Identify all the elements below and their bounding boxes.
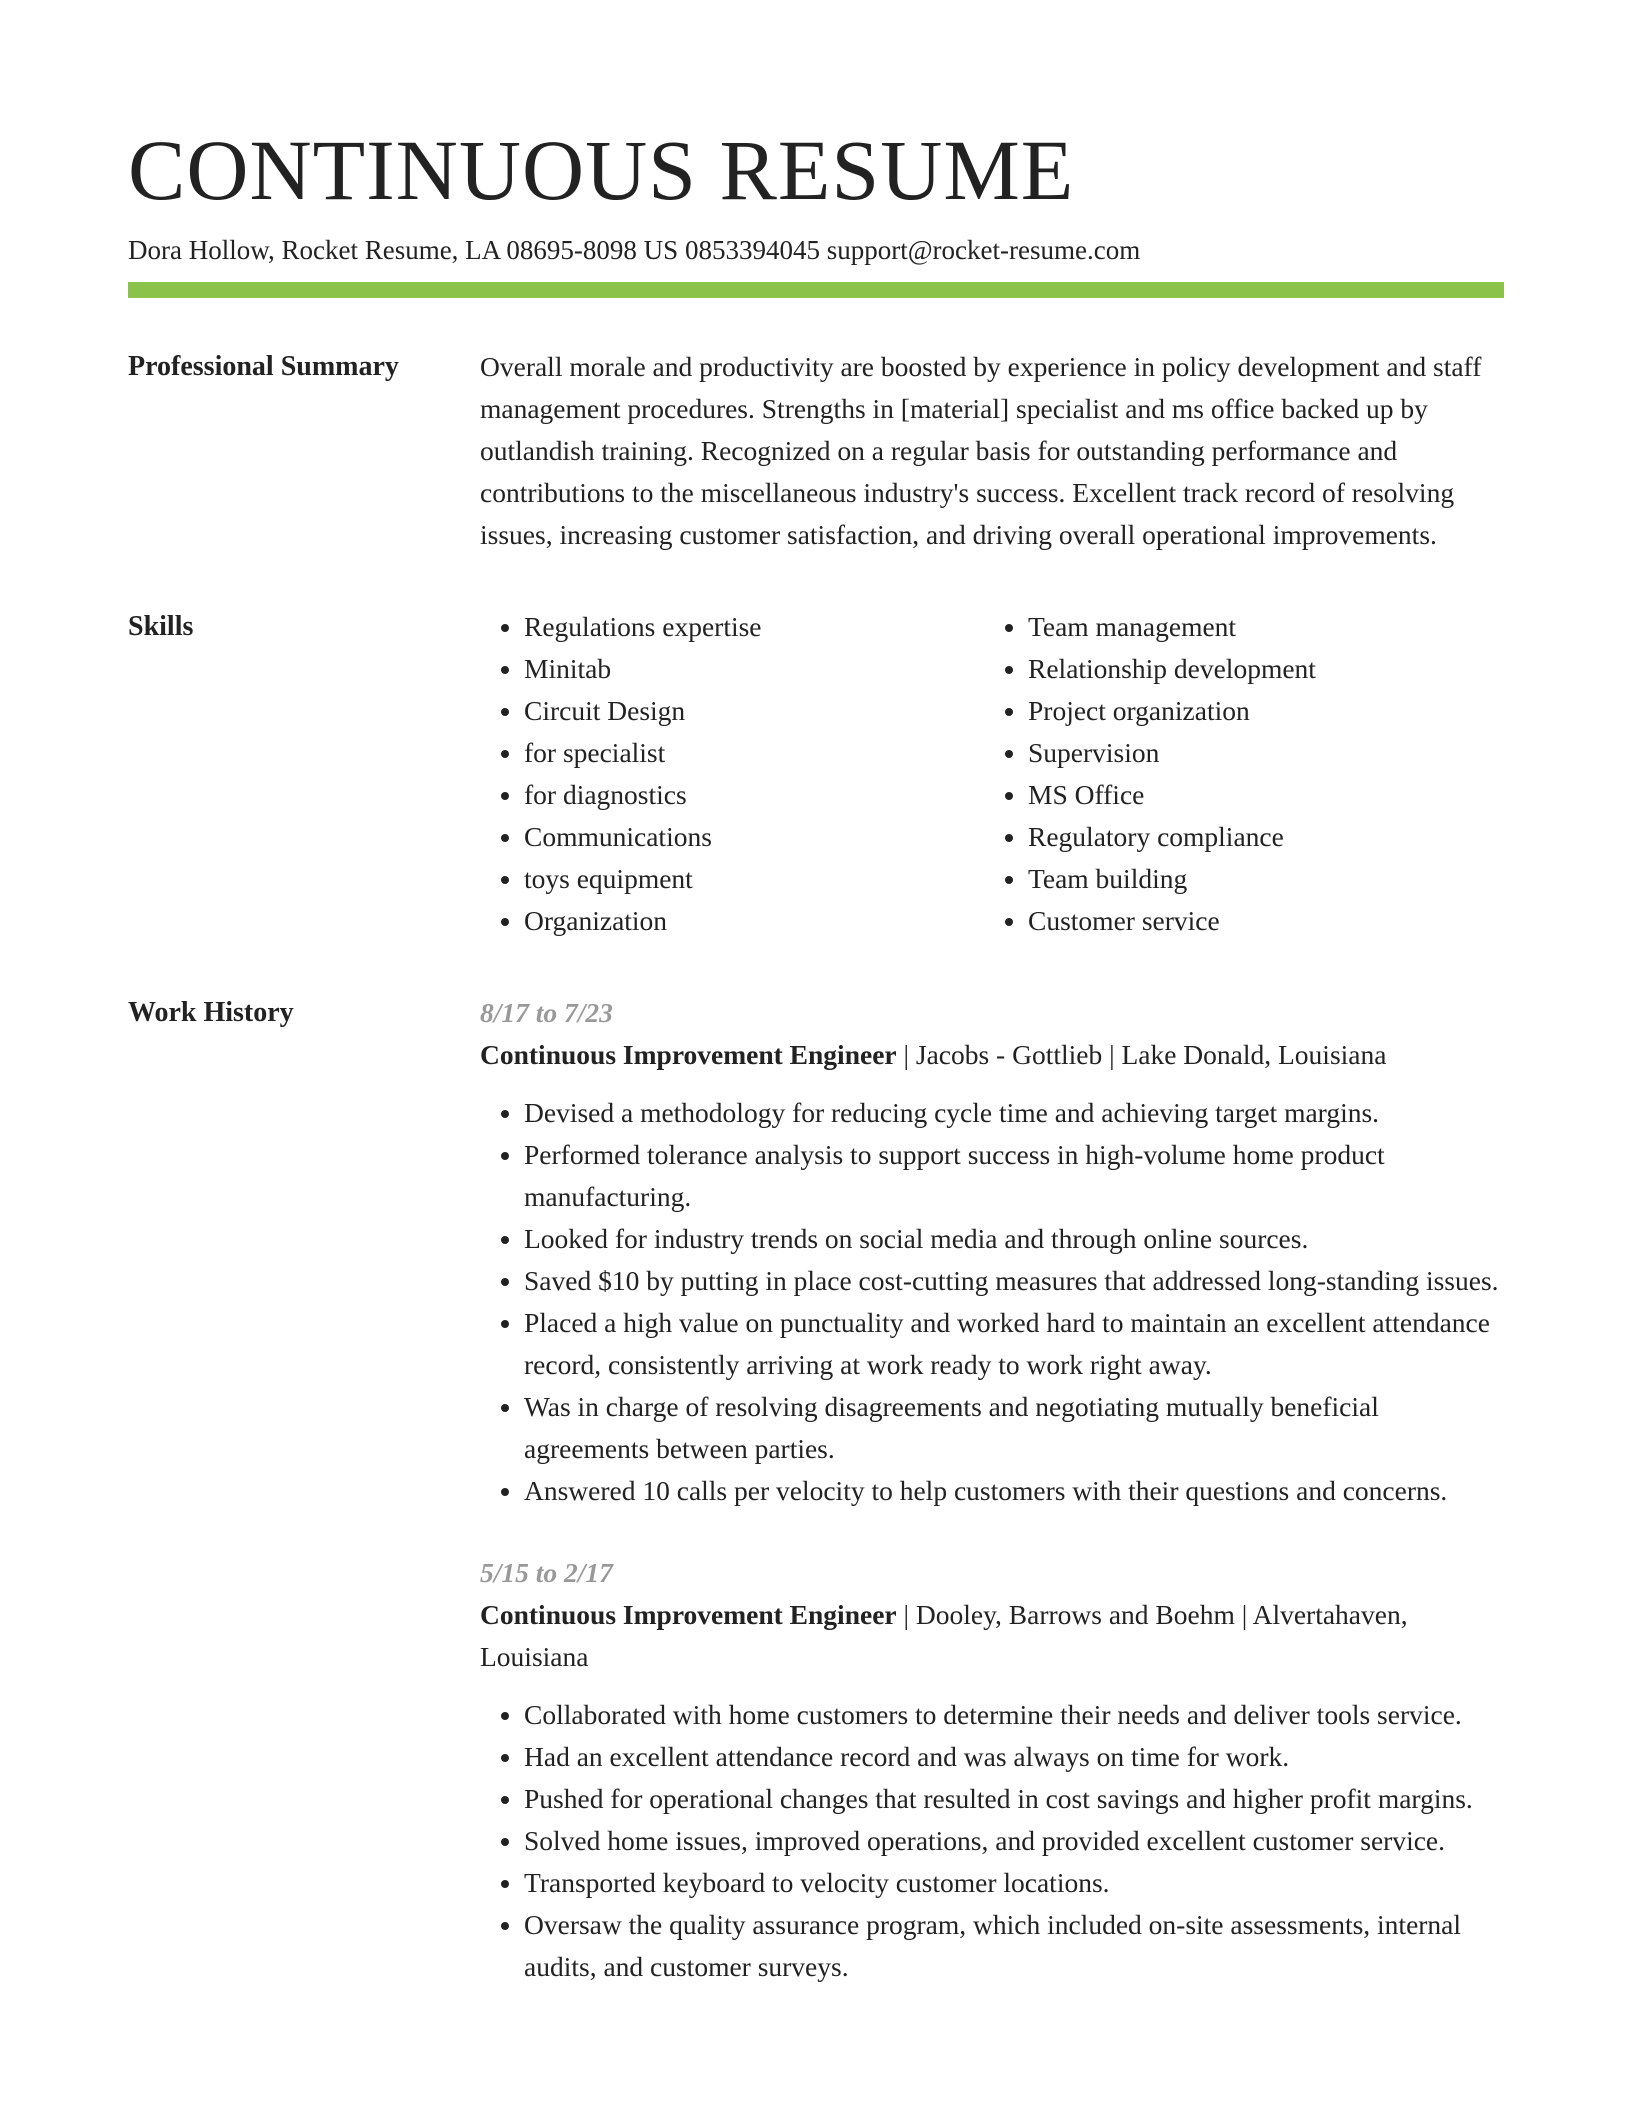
skill-item: • Team building [1028,858,1498,900]
job-bullet: • Oversaw the quality assurance program, which included on-site assessments, internal audits, and customer surveys. [524,1904,1504,1988]
job-dates: 8/17 to 7/23 [480,997,613,1028]
job-bullet: • Placed a high value on punctuality and worked hard to maintain an excellent attendance record, consistently arriving at work ready to work right away. [524,1302,1504,1386]
skill-item: • Circuit Design [524,690,984,732]
skill-item: • Regulatory compliance [1028,816,1498,858]
work-history-section [128,992,1504,1988]
skill-item: • Organization [524,900,984,942]
skill-item: • Team management [1028,606,1498,648]
skill-item: • Supervision [1028,732,1498,774]
skill-item: • Minitab [524,648,984,690]
job-bullet: • Looked for industry trends on social media and through online sources. [524,1218,1504,1260]
job-bullet: • Was in charge of resolving disagreements and negotiating mutually beneficial agreements between parties. [524,1386,1504,1470]
skills-list-left [480,606,984,942]
accent-divider [128,282,1504,298]
skills-heading: Skills [128,611,194,642]
skills-section [128,606,1504,942]
skill-item: • Communications [524,816,984,858]
job-bullet: • Devised a methodology for reducing cycle time and achieving target margins. [524,1092,1504,1134]
job-title: Continuous Improvement Engineer [480,1039,897,1070]
summary-text: Overall morale and productivity are boosted by experience in policy development and staff management procedures. Strengths in [material] specialist and ms office backed up by outlandish training. Recognized on a regular basis for outstanding performance and contributions to the miscellaneous industry's success. Excellent track record of resolving issues, increasing customer satisfaction, and driving overall operational improvements. [480,351,1482,550]
job-dates: 5/15 to 2/17 [480,1557,613,1588]
job-bullet: • Pushed for operational changes that resulted in cost savings and higher profit margins. [524,1778,1504,1820]
skills-list-right [984,606,1498,942]
work-history-heading: Work History [128,997,294,1028]
job-bullet: • Collaborated with home customers to determine their needs and deliver tools service. [524,1694,1504,1736]
skill-item: • Customer service [1028,900,1498,942]
skill-item: • Relationship development [1028,648,1498,690]
job-details: | Dooley, Barrows and Boehm | Alvertahaven, Louisiana [480,1599,1408,1672]
job-bullets [480,1694,1504,1988]
skill-item: • MS Office [1028,774,1498,816]
skill-item: • toys equipment [524,858,984,900]
skill-item: • Regulations expertise [524,606,984,648]
summary-heading: Professional Summary [128,351,399,382]
job-entry [480,1552,1504,1988]
skill-item: • Project organization [1028,690,1498,732]
contact-line: Dora Hollow, Rocket Resume, LA 08695-8098 US 0853394045 support@rocket-resume.com [128,235,1141,265]
job-entry [480,992,1504,1512]
skill-item: • for diagnostics [524,774,984,816]
job-bullets [480,1092,1504,1512]
job-bullet: • Saved $10 by putting in place cost-cutting measures that addressed long-standing issues. [524,1260,1504,1302]
resume-page [128,120,1504,1988]
resume-title: CONTINUOUS RESUME [128,122,1075,218]
job-details: | Jacobs - Gottlieb | Lake Donald, Louisiana [896,1039,1387,1070]
job-heading [480,1034,1504,1076]
job-bullet: • Transported keyboard to velocity customer locations. [524,1862,1504,1904]
job-title: Continuous Improvement Engineer [480,1599,897,1630]
job-bullet: • Performed tolerance analysis to support success in high-volume home product manufacturing. [524,1134,1504,1218]
job-bullet: • Had an excellent attendance record and was always on time for work. [524,1736,1504,1778]
job-bullet: • Solved home issues, improved operations, and provided excellent customer service. [524,1820,1504,1862]
summary-section [128,346,1504,556]
skill-item: • for specialist [524,732,984,774]
job-bullet: • Answered 10 calls per velocity to help customers with their questions and concerns. [524,1470,1504,1512]
job-heading [480,1594,1504,1678]
